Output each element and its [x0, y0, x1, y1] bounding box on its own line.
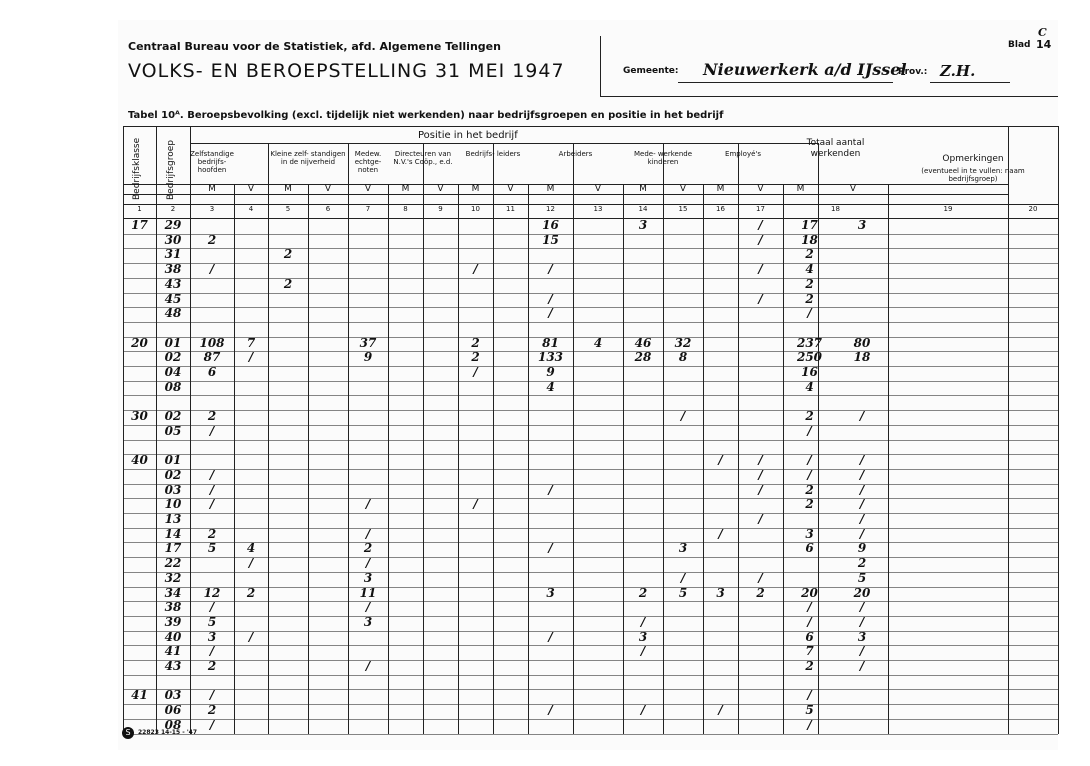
count-cell: 18 — [853, 350, 871, 365]
count-cell: 3 — [207, 629, 217, 644]
col-m-label: M — [401, 184, 410, 194]
col-v-label: V — [437, 184, 444, 194]
count-cell: / — [248, 629, 254, 644]
col-m-label: M — [716, 184, 725, 194]
col-number: 18 — [831, 205, 840, 213]
count-cell: 2 — [805, 409, 814, 424]
bedrijfsgroep-cell: 02 — [164, 350, 182, 365]
col-number: 6 — [325, 205, 331, 213]
count-cell: 4 — [246, 541, 256, 556]
col-number: 7 — [365, 205, 371, 213]
grid-hline — [123, 278, 1058, 279]
count-cell: 3 — [363, 614, 373, 629]
count-cell: / — [209, 717, 215, 732]
grid-hline — [123, 248, 1058, 249]
count-cell: 2 — [756, 585, 765, 600]
col-number: 16 — [716, 205, 725, 213]
col-positie-label: Positie in het bedrijf — [418, 130, 518, 141]
count-cell: 5 — [207, 541, 217, 556]
count-cell: / — [859, 409, 865, 424]
col-number: 11 — [506, 205, 515, 213]
grid-hline — [190, 143, 818, 144]
bedrijfsgroep-cell: 34 — [164, 585, 182, 600]
count-cell: 20 — [853, 585, 871, 600]
count-cell: 6 — [207, 365, 217, 379]
count-cell: 18 — [801, 232, 818, 247]
count-cell: 2 — [207, 659, 217, 673]
col-number: 12 — [546, 205, 555, 213]
count-cell: / — [859, 614, 865, 629]
count-cell: 80 — [853, 335, 871, 350]
count-cell: / — [209, 600, 215, 615]
count-cell: 2 — [207, 409, 217, 424]
bedrijfsgroep-cell: 43 — [164, 276, 182, 291]
count-cell: 4 — [593, 335, 603, 350]
grid-hline — [123, 498, 1058, 499]
bedrijfsgroep-cell: 39 — [164, 614, 182, 629]
count-cell: / — [859, 467, 865, 482]
grid-vline — [388, 184, 389, 734]
count-cell: 2 — [857, 556, 867, 571]
grid-vline — [234, 184, 235, 734]
grid-hline — [123, 263, 1058, 264]
bedrijfsgroep-cell: 08 — [164, 379, 182, 394]
col-opmerkingen-label: Opmerkingen — [942, 154, 1004, 164]
count-cell: / — [548, 306, 553, 321]
count-cell: 6 — [805, 541, 814, 556]
bedrijfsgroep-cell: 45 — [164, 291, 182, 306]
count-cell: / — [548, 541, 553, 556]
count-cell: 3 — [716, 585, 725, 600]
count-cell: 2 — [207, 526, 217, 541]
count-cell: 2 — [805, 659, 814, 673]
count-cell: 37 — [359, 335, 377, 350]
col-bedrijfsgroep-label: Bedrijfsgroep — [166, 140, 176, 200]
count-cell: 3 — [546, 585, 555, 600]
count-cell: / — [758, 262, 763, 277]
col-number: 14 — [638, 205, 648, 213]
count-cell: / — [548, 291, 553, 306]
col-kleine-label: Kleine zelf- standigen in de nijverheid — [270, 150, 346, 166]
grid-hline — [123, 293, 1058, 294]
col-m-label: M — [284, 184, 292, 194]
count-cell: 12 — [203, 585, 221, 600]
grid-hline — [123, 425, 1058, 426]
count-cell: / — [680, 570, 686, 585]
bedrijfsgroep-cell: 03 — [164, 482, 182, 497]
count-cell: / — [365, 659, 371, 673]
count-cell: / — [807, 717, 812, 732]
grid-hline — [123, 234, 1058, 235]
prov-label: Prov.: — [898, 67, 928, 77]
grid-hline — [123, 660, 1058, 661]
footer-code: 22823 14-15 - '47 — [138, 729, 198, 736]
count-cell: / — [758, 291, 763, 306]
count-cell: / — [640, 614, 646, 629]
bedrijfsgroep-cell: 38 — [164, 600, 182, 615]
col-bedrijfsklasse-label: Bedrijfsklasse — [132, 137, 142, 200]
count-cell: 17 — [801, 218, 818, 232]
grid-hline — [123, 572, 1058, 573]
grid-hline — [123, 469, 1058, 470]
col-number: 13 — [593, 205, 603, 213]
count-cell: / — [807, 614, 812, 629]
count-cell: / — [209, 482, 215, 497]
count-cell: / — [548, 703, 553, 718]
bureau-line: Centraal Bureau voor de Statistiek, afd. Algemene Tellingen — [128, 40, 501, 53]
grid-hline — [123, 440, 1058, 441]
grid-hline — [123, 734, 1058, 735]
count-cell: 2 — [207, 703, 217, 718]
col-v-label: V — [507, 184, 514, 194]
count-cell: / — [209, 262, 215, 277]
bedrijfsgroep-cell: 10 — [164, 497, 182, 512]
col-zelfstandige-label: Zelfstandige bedrijfs- hoofden — [190, 150, 234, 174]
count-cell: / — [718, 703, 723, 718]
count-cell: / — [209, 423, 215, 438]
count-cell: 46 — [634, 335, 652, 350]
count-cell: / — [758, 570, 763, 585]
col-number: 10 — [471, 205, 480, 213]
bedrijfsgroep-cell: 08 — [164, 717, 182, 732]
count-cell: / — [473, 497, 478, 512]
grid-hline — [123, 513, 1058, 514]
count-cell: / — [807, 423, 812, 438]
count-cell: 133 — [537, 350, 564, 365]
col-employes-label: Employé's — [725, 150, 761, 158]
count-cell: / — [859, 512, 865, 526]
count-cell: 4 — [805, 379, 814, 394]
col-totaal-label: Totaal aantal werkenden — [806, 138, 865, 159]
bedrijfsgroep-cell: 48 — [164, 306, 182, 321]
col-number: 8 — [403, 205, 408, 213]
grid-hline — [123, 675, 1058, 676]
grid-hline — [123, 218, 1058, 219]
blad-number: 14 — [1036, 38, 1052, 51]
count-cell: / — [365, 526, 371, 541]
bedrijfsgroep-cell: 01 — [164, 335, 182, 350]
count-cell: / — [209, 688, 215, 703]
grid-hline — [123, 484, 1058, 485]
grid-hline — [123, 126, 1058, 127]
count-cell: 2 — [283, 247, 293, 262]
col-m-label: M — [208, 184, 216, 194]
count-cell: 3 — [638, 629, 648, 644]
count-cell: 28 — [634, 350, 652, 365]
bedrijfsgroep-cell: 02 — [164, 467, 182, 482]
col-number: 3 — [209, 205, 215, 213]
count-cell: 4 — [546, 379, 555, 394]
count-cell: / — [758, 232, 763, 247]
count-cell: 108 — [199, 335, 225, 350]
bedrijfsklasse-cell: 40 — [131, 453, 148, 468]
count-cell: / — [548, 629, 553, 644]
count-cell: / — [758, 512, 763, 526]
count-cell: / — [718, 453, 723, 468]
count-cell: 2 — [207, 232, 217, 247]
count-cell: / — [859, 659, 865, 673]
count-cell: / — [859, 600, 865, 615]
col-m-label: M — [639, 184, 647, 194]
col-number: 15 — [678, 205, 688, 213]
count-cell: / — [209, 644, 215, 659]
count-cell: / — [859, 526, 865, 541]
grid-hline — [123, 307, 1058, 308]
count-cell: 2 — [638, 585, 648, 600]
bedrijfsgroep-cell: 41 — [164, 644, 182, 659]
count-cell: / — [209, 497, 215, 512]
bedrijfsklasse-cell: 41 — [131, 688, 148, 703]
count-cell: / — [365, 497, 371, 512]
grid-hline — [123, 322, 1058, 323]
count-cell: 81 — [542, 335, 559, 350]
count-cell: / — [807, 688, 812, 703]
bedrijfsgroep-cell: 38 — [164, 262, 182, 277]
count-cell: / — [807, 600, 812, 615]
count-cell: / — [718, 526, 723, 541]
grid-vline — [888, 184, 889, 734]
grid-hline — [123, 454, 1058, 455]
count-cell: / — [859, 497, 865, 512]
table-title: Tabel 10ᴬ. Beroepsbevolking (excl. tijdelijk niet werkenden) naar bedrijfsgroepen en positie in het bedrijf — [128, 110, 724, 121]
grid-vline — [1058, 126, 1059, 734]
col-number: 20 — [1028, 205, 1038, 213]
grid-hline — [123, 689, 1058, 690]
col-bedrijfsleiders-label: Bedrijfs- leiders — [465, 150, 521, 158]
count-cell: / — [473, 262, 478, 277]
col-opmerkingen-sub-label: (eventueel in te vullen: naam bedrijfsgroep) — [921, 167, 1025, 183]
count-cell: / — [365, 600, 371, 615]
count-cell: 2 — [805, 482, 814, 497]
col-number: 2 — [170, 205, 176, 213]
grid-hline — [123, 704, 1058, 705]
count-cell: 20 — [801, 585, 818, 600]
count-cell: / — [758, 453, 763, 468]
count-cell: 6 — [805, 629, 814, 644]
col-m-label: M — [471, 184, 480, 194]
count-cell: 5 — [805, 703, 814, 718]
col-number: 4 — [248, 205, 254, 213]
bedrijfsgroep-cell: 32 — [164, 570, 182, 585]
document-sheet — [118, 20, 1058, 750]
bedrijfsgroep-cell: 03 — [164, 688, 182, 703]
count-cell: / — [859, 482, 865, 497]
count-cell: 2 — [246, 585, 256, 600]
col-v-label: V — [849, 184, 857, 194]
count-cell: 3 — [363, 570, 373, 585]
count-cell: 11 — [359, 585, 377, 600]
gemeente-value: Nieuwerkerk a/d IJssel — [703, 60, 907, 79]
bedrijfsgroep-cell: 22 — [164, 556, 182, 571]
bedrijfsgroep-cell: 04 — [164, 365, 182, 379]
count-cell: 2 — [805, 276, 814, 291]
count-cell: 16 — [542, 218, 559, 232]
count-cell: 9 — [546, 365, 555, 379]
count-cell: 3 — [638, 218, 648, 232]
col-number: 19 — [943, 205, 953, 213]
count-cell: 3 — [857, 218, 867, 232]
bedrijfsgroep-cell: 02 — [164, 409, 182, 424]
count-cell: 3 — [805, 526, 814, 541]
col-number: 1 — [137, 205, 142, 213]
census-title: VOLKS- EN BEROEPSTELLING 31 MEI 1947 — [128, 60, 565, 82]
count-cell: / — [758, 482, 763, 497]
bedrijfsgroep-cell: 31 — [164, 247, 182, 262]
col-directeuren-label: Directeuren van N.V.'s Coöp., e.d. — [393, 150, 453, 166]
count-cell: / — [758, 218, 763, 232]
col-v-label: V — [364, 184, 372, 194]
count-cell: / — [807, 467, 812, 482]
col-medew-echtgenoten-label: Medew. echtge- noten — [354, 150, 382, 174]
col-v-label: V — [757, 184, 764, 194]
bedrijfsgroep-cell: 13 — [164, 512, 182, 526]
col-number: 17 — [756, 205, 765, 213]
grid-hline — [123, 366, 1058, 367]
count-cell: 4 — [805, 262, 814, 277]
count-cell: 3 — [857, 629, 867, 644]
bedrijfsgroep-cell: 30 — [164, 232, 182, 247]
count-cell: 5 — [857, 570, 867, 585]
count-cell: 3 — [678, 541, 688, 556]
count-cell: 2 — [471, 335, 480, 350]
blad-mark: C — [1038, 26, 1047, 39]
grid-hline — [123, 616, 1058, 617]
blad-label: Blad — [1008, 40, 1031, 50]
grid-vline — [308, 184, 309, 734]
count-cell: / — [859, 644, 865, 659]
grid-hline — [123, 528, 1058, 529]
col-v-label: V — [324, 184, 332, 194]
count-cell: 2 — [283, 276, 293, 291]
grid-hline — [123, 601, 1058, 602]
bedrijfsgroep-cell: 01 — [164, 453, 182, 468]
count-cell: 15 — [542, 232, 559, 247]
col-v-label: V — [594, 184, 602, 194]
count-cell: / — [365, 556, 371, 571]
count-cell: 87 — [203, 350, 221, 365]
count-cell: 2 — [805, 291, 814, 306]
grid-hline — [123, 194, 1008, 195]
count-cell: / — [248, 556, 254, 571]
grid-hline — [123, 381, 1058, 382]
col-number: 9 — [438, 205, 443, 213]
grid-hline — [123, 395, 1058, 396]
bedrijfsgroep-cell: 17 — [164, 541, 182, 556]
count-cell: 2 — [805, 497, 814, 512]
count-cell: 5 — [207, 614, 217, 629]
count-cell: 9 — [857, 541, 867, 556]
count-cell: / — [640, 644, 646, 659]
col-v-label: V — [679, 184, 687, 194]
count-cell: 237 — [796, 335, 823, 350]
count-cell: / — [807, 453, 812, 468]
grid-hline — [123, 410, 1058, 411]
count-cell: 2 — [363, 541, 373, 556]
count-cell: 2 — [805, 247, 814, 262]
col-v-label: V — [247, 184, 255, 194]
count-cell: 8 — [678, 350, 688, 365]
count-cell: 250 — [796, 350, 823, 365]
bedrijfsgroep-cell: 40 — [164, 629, 182, 644]
col-medewerkende-label: Mede- werkende kinderen — [633, 150, 693, 166]
count-cell: 7 — [805, 644, 814, 659]
count-cell: 32 — [674, 335, 692, 350]
gemeente-label: Gemeente: — [623, 66, 679, 76]
grid-hline — [123, 719, 1058, 720]
count-cell: 2 — [471, 350, 480, 365]
count-cell: / — [209, 467, 215, 482]
grid-hline — [123, 645, 1058, 646]
count-cell: 16 — [801, 365, 818, 379]
count-cell: / — [548, 262, 553, 277]
bedrijfsgroep-cell: 05 — [164, 423, 182, 438]
bedrijfsklasse-cell: 20 — [131, 335, 148, 350]
count-cell: / — [248, 350, 254, 365]
col-arbeiders-label: Arbeiders — [558, 150, 593, 158]
count-cell: / — [680, 409, 686, 424]
prov-value: Z.H. — [940, 62, 976, 80]
count-cell: / — [807, 306, 812, 321]
bedrijfsgroep-cell: 14 — [164, 526, 182, 541]
count-cell: 9 — [363, 350, 373, 365]
bedrijfsklasse-cell: 30 — [131, 409, 148, 424]
count-cell: 7 — [246, 335, 256, 350]
col-m-label: M — [796, 184, 805, 194]
count-cell: / — [640, 703, 646, 718]
col-number: 5 — [285, 205, 291, 213]
count-cell: / — [758, 467, 763, 482]
bedrijfsgroep-cell: 29 — [164, 218, 182, 232]
count-cell: / — [859, 453, 865, 468]
bedrijfsgroep-cell: 43 — [164, 659, 182, 673]
col-m-label: M — [546, 184, 555, 194]
cbs-logo-icon: S — [122, 727, 134, 739]
bedrijfsgroep-cell: 06 — [164, 703, 182, 718]
count-cell: / — [473, 365, 478, 379]
count-cell: 5 — [678, 585, 688, 600]
count-cell: / — [548, 482, 553, 497]
bedrijfsklasse-cell: 17 — [131, 218, 148, 232]
